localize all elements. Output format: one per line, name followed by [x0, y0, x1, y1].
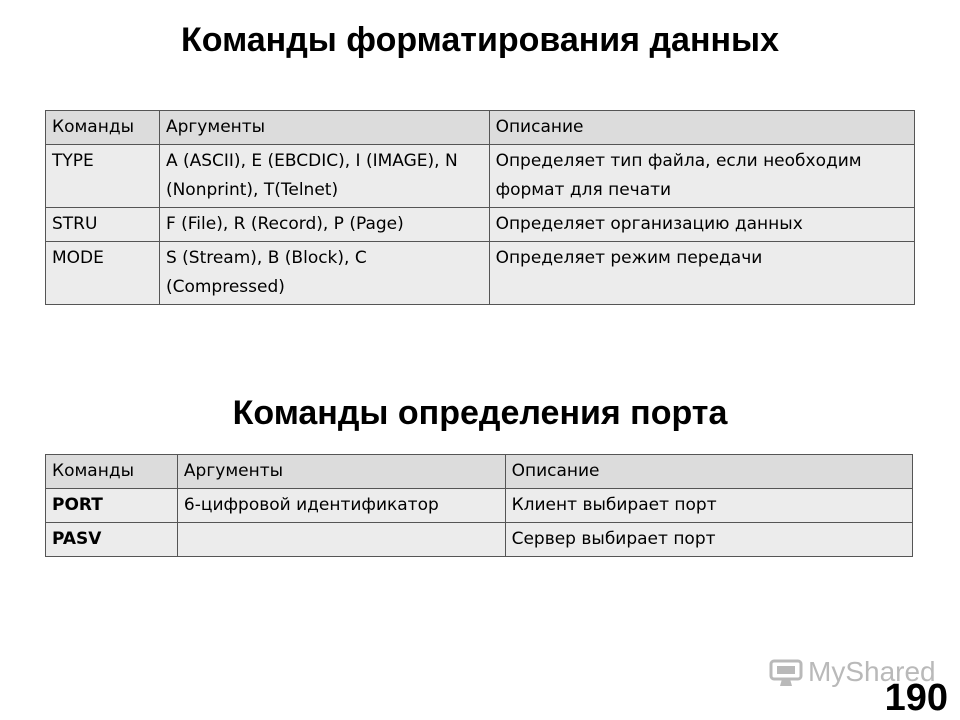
arguments-cell: F (File), R (Record), P (Page)	[159, 208, 489, 242]
table-row	[46, 242, 915, 305]
table-row	[46, 523, 913, 557]
column-header-description: Описание	[505, 455, 912, 489]
table-header-row	[46, 455, 913, 489]
arguments-cell	[177, 523, 505, 557]
command-cell: STRU	[46, 208, 160, 242]
table-row	[46, 145, 915, 208]
column-header-commands: Команды	[46, 455, 178, 489]
page-number: 190	[884, 677, 948, 719]
column-header-description: Описание	[489, 111, 914, 145]
column-header-commands: Команды	[46, 111, 160, 145]
arguments-cell: A (ASCII), E (EBCDIC), I (IMAGE), N (Nonprint), T(Telnet)	[159, 145, 489, 208]
description-cell: Клиент выбирает порт	[505, 489, 912, 523]
table-row	[46, 489, 913, 523]
table-header-row	[46, 111, 915, 145]
command-cell: PORT	[46, 489, 178, 523]
table-row	[46, 208, 915, 242]
port-definition-commands-table	[45, 454, 913, 557]
data-formatting-commands-table	[45, 110, 915, 305]
section-title-data-formatting: Команды форматирования данных	[181, 21, 779, 59]
description-cell: Определяет тип файла, если необходим формат для печати	[489, 145, 914, 208]
mysha-logo-icon	[768, 656, 804, 688]
command-cell: MODE	[46, 242, 160, 305]
section-title-port-definition: Команды определения порта	[232, 394, 728, 432]
description-cell: Определяет режим передачи	[489, 242, 914, 305]
description-cell: Сервер выбирает порт	[505, 523, 912, 557]
command-cell: PASV	[46, 523, 178, 557]
arguments-cell: 6-цифровой идентификатор	[177, 489, 505, 523]
command-cell: TYPE	[46, 145, 160, 208]
column-header-arguments: Аргументы	[177, 455, 505, 489]
column-header-arguments: Аргументы	[159, 111, 489, 145]
description-cell: Определяет организацию данных	[489, 208, 914, 242]
arguments-cell: S (Stream), B (Block), C (Compressed)	[159, 242, 489, 305]
watermark-text: MyShared	[808, 656, 936, 687]
